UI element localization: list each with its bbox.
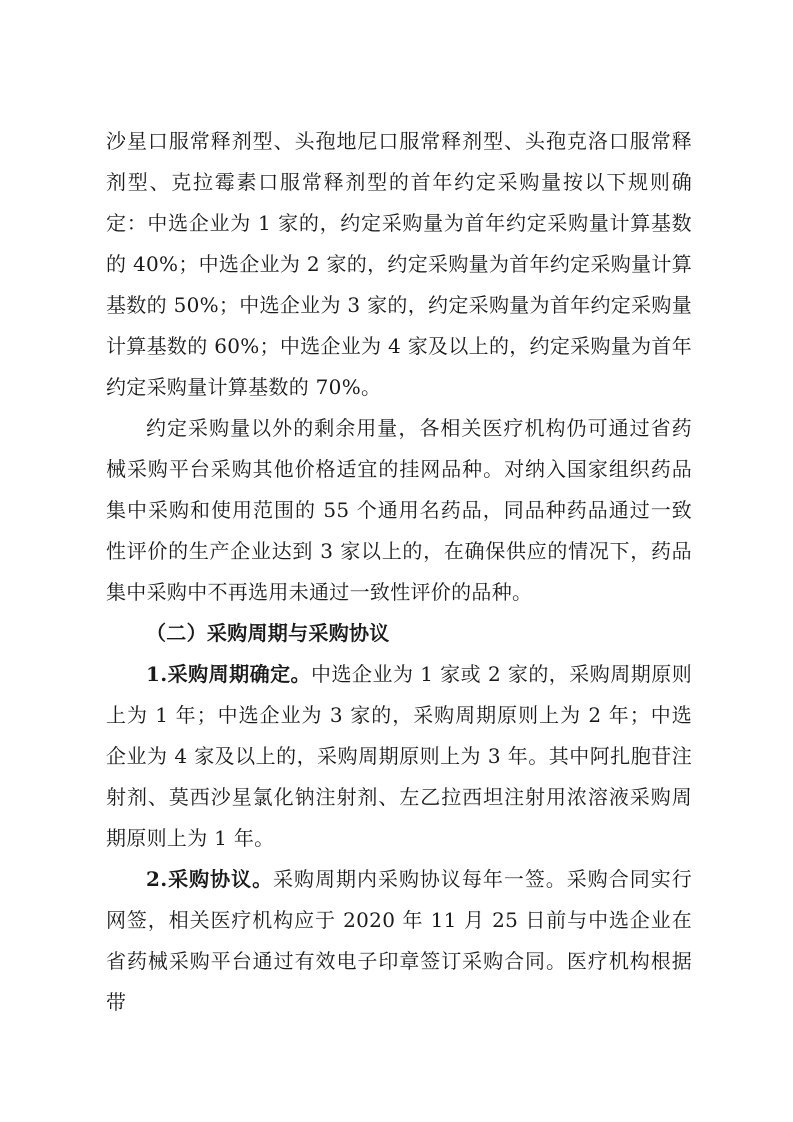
paragraph-lead: 1.采购周期确定。	[146, 662, 312, 686]
section-heading	[106, 613, 692, 654]
paragraph-remaining-volume	[106, 408, 692, 613]
paragraph-text: 沙星口服常释剂型、头孢地尼口服常释剂型、头孢克洛口服常释剂型、克拉霉素口服常释剂型的首年约定采购量按以下规则确定：中选企业为 1 家的，约定采购量为首年约定采购量计算基数的 40%；中选企业为 2 家的，约定采购量为首年约定采购量计算基数的 50%；中选企业为 3 家的，约定采购量为首年约定采购量计算基数的 60%；中选企业为 4 家及以上的，约定采购量为首年约定采购量计算基数的 70%。	[106, 129, 692, 399]
paragraph-purchase-agreement	[106, 859, 692, 1023]
paragraph-text: 约定采购量以外的剩余用量，各相关医疗机构仍可通过省药械采购平台采购其他价格适宜的挂网品种。对纳入国家组织药品集中采购和使用范围的 55 个通用名药品，同品种药品通过一致性评价的生产企业达到 3 家以上的，在确保供应的情况下，药品集中采购中不再选用未通过一致性评价的品种。	[106, 416, 692, 604]
document-body	[106, 121, 692, 1023]
paragraph-purchase-volume-rules	[106, 121, 692, 408]
paragraph-text: 采购周期内采购协议每年一签。采购合同实行网签，相关医疗机构应于 2020 年 11 月 25 日前与中选企业在省药械采购平台通过有效电子印章签订采购合同。医疗机构根据带	[106, 867, 692, 1014]
paragraph-purchase-cycle	[106, 654, 692, 859]
paragraph-text: 中选企业为 1 家或 2 家的，采购周期原则上为 1 年；中选企业为 3 家的，采购周期原则上为 2 年；中选企业为 4 家及以上的，采购周期原则上为 3 年。其中阿扎胞苷注射剂、莫西沙星氯化钠注射剂、左乙拉西坦注射用浓溶液采购周期原则上为 1 年。	[106, 662, 692, 850]
heading-text: （二）采购周期与采购协议	[146, 621, 390, 645]
paragraph-lead: 2.采购协议。	[146, 867, 274, 891]
